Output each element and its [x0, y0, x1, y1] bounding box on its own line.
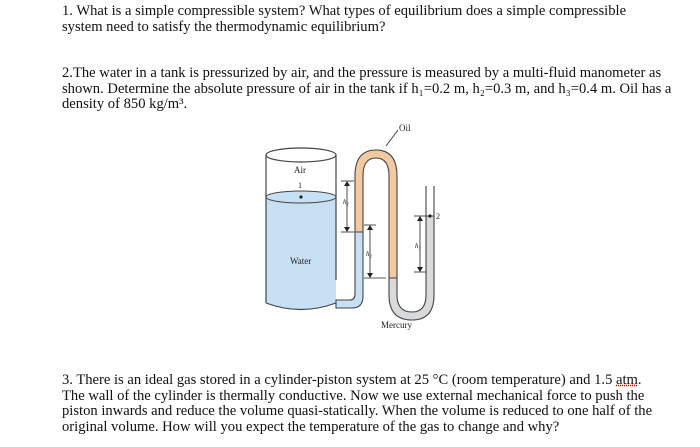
point-1-marker — [299, 195, 302, 198]
water-pipe — [336, 232, 363, 308]
water-label: Water — [290, 256, 312, 266]
tank-top — [266, 148, 336, 162]
h1-label: h₁ — [343, 198, 349, 206]
question-3-part-1: 3. There is an ideal gas stored in a cylinder-piston system at 25 °C (room temperature) and 1.5 — [62, 372, 617, 388]
h2-label: h₂ — [366, 250, 372, 258]
question-3 — [62, 373, 662, 435]
mercury-label: Mercury — [381, 320, 412, 330]
h1-dimension — [341, 181, 354, 232]
question-3-part-2: . The wall of the cylinder is thermally conductive. Now we use external mechanical force to push the piston inwards and reduce the volume quasi-statically. When the volume is reduced to one half of the original volume. How will you expect the temperature of the gas to change and why? — [62, 372, 656, 435]
point-2-marker — [428, 214, 431, 217]
question-3-atm: atm — [616, 372, 638, 388]
point-2-label: 2 — [436, 212, 440, 221]
question-2: 2.The water in a tank is pressurized by air, and the pressure is measured by a multi-fluid manometer as shown. Determine the absolute pressure of air in the tank if h₁=0.2 m, h₂=0.3 m, and h₃=0.4 m. Oil has a density of 850 kg/m³. — [62, 65, 676, 112]
question-1: 1. What is a simple compressible system? What types of equilibrium does a simple compressible system need to satisfy the thermodynamic equilibrium? — [62, 3, 630, 35]
h3-label: h₃ — [415, 242, 421, 250]
air-label: Air — [294, 165, 306, 175]
oil-label: Oil — [399, 123, 411, 133]
water-region — [266, 197, 336, 303]
point-1-label: 1 — [298, 181, 302, 190]
